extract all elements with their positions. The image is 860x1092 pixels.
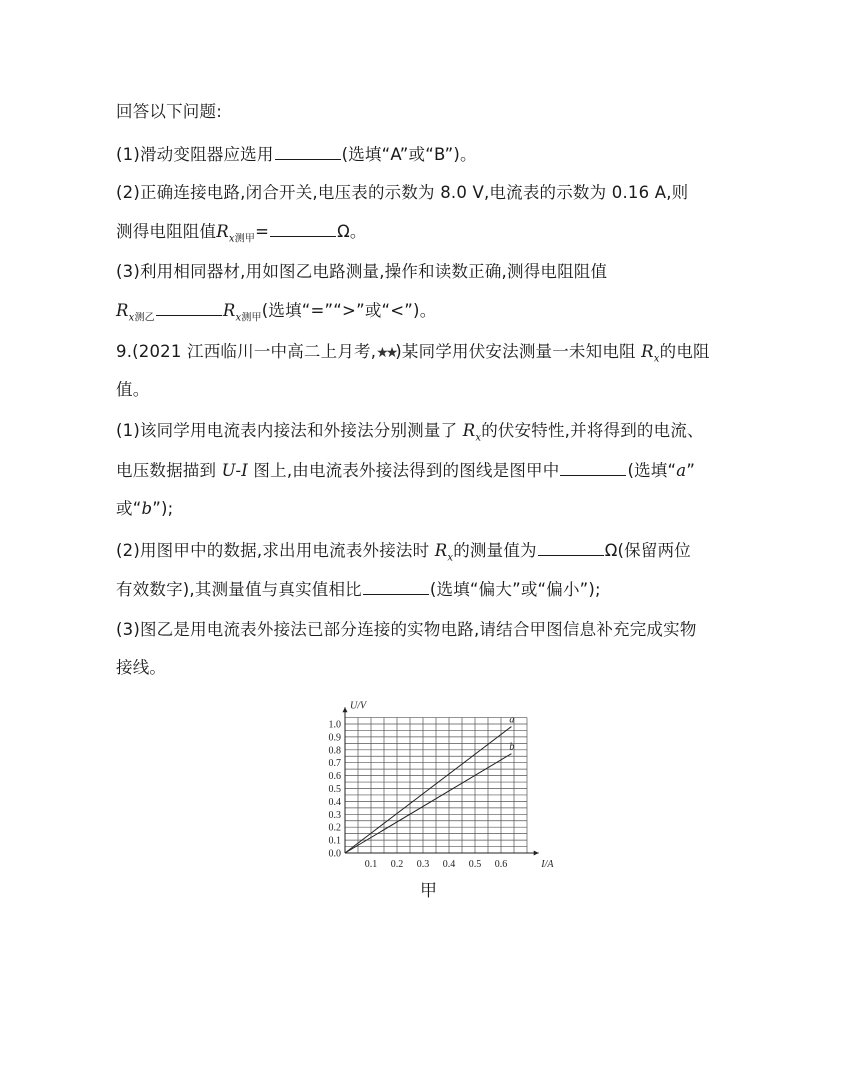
question-9-cont <box>116 380 149 400</box>
y-tick-label: 0.8 <box>328 745 341 757</box>
question-9-3-cont <box>116 658 166 678</box>
answer-blank <box>363 579 429 595</box>
question-9-header <box>116 342 710 369</box>
q9-1-quote: ” <box>686 461 696 480</box>
ui-symbol: U-I <box>221 461 248 480</box>
q9-text-end: 的电阻 <box>659 342 710 361</box>
equals-sign: = <box>255 222 270 241</box>
subscript-x: x <box>228 233 235 245</box>
x-tick-label: 0.3 <box>416 859 430 870</box>
difficulty-stars-icon: ★★ <box>376 345 396 361</box>
answer-blank <box>270 221 336 237</box>
subscript-text: 测甲 <box>241 312 262 324</box>
q9-2-text-mid: 的测量值为 <box>453 541 537 560</box>
resistance-symbol: R <box>216 222 229 241</box>
series-line-b <box>345 754 511 853</box>
y-tick-label: 1.0 <box>328 719 341 731</box>
subscript-text: 测甲 <box>234 233 256 245</box>
subscript-x: x <box>235 312 242 324</box>
q9-1-text-mid: 图上,由电流表外接法得到的图线是图甲中 <box>247 461 560 480</box>
x-tick-label: 0.4 <box>442 859 456 870</box>
intro-text: 回答以下问题: <box>116 102 222 121</box>
subscript-x: x <box>475 432 482 444</box>
resistance-symbol: R <box>641 342 654 361</box>
subscript-x: x <box>128 312 135 324</box>
x-tick-label: 0.6 <box>494 859 508 870</box>
question-2-cont <box>116 221 367 249</box>
origin-label: 0.0 <box>328 848 341 860</box>
question-9-1 <box>116 421 704 448</box>
unit-text: Ω。 <box>337 222 367 241</box>
y-tick-label: 0.5 <box>328 784 341 795</box>
q2-text: (2)正确连接电路,闭合开关,电压表的示数为 8.0 V,电流表的示数为 0.16 A,则 <box>116 183 689 202</box>
question-9-1-end <box>116 499 173 519</box>
answer-blank <box>538 540 604 556</box>
question-intro <box>116 102 222 122</box>
question-1 <box>116 144 477 165</box>
y-axis-arrow-icon <box>343 707 348 712</box>
q9-text-cont: 值。 <box>116 380 150 399</box>
series-line-a <box>345 727 511 853</box>
option-a: a <box>676 461 687 480</box>
y-tick-label: 0.6 <box>328 771 341 783</box>
x-axis-label: I/A <box>541 859 554 870</box>
q9-1-text-cont: 电压数据描到 <box>116 461 222 480</box>
q9-1-text: (1)该同学用电流表内接法和外接法分别测量了 <box>116 421 463 440</box>
q3-text: (3)利用相同器材,用如图乙电路测量,操作和读数正确,测得电阻阻值 <box>116 262 608 281</box>
q2-text-cont: 测得电阻阻值 <box>116 222 217 241</box>
y-tick-label: 0.1 <box>328 835 341 847</box>
resistance-symbol: R <box>116 301 129 320</box>
q9-1-option-open: (选填“ <box>627 461 677 480</box>
q9-3-text: (3)图乙是用电流表外接法已部分连接的实物电路,请结合甲图信息补充完成实物 <box>116 620 697 639</box>
question-9-3 <box>116 620 697 640</box>
question-2 <box>116 183 688 203</box>
question-9-2-cont <box>116 579 601 600</box>
ui-graph-chart <box>318 698 554 870</box>
option-b: b <box>141 499 153 518</box>
x-axis-arrow-icon <box>534 851 539 856</box>
question-9-2 <box>116 540 691 568</box>
resistance-symbol: R <box>462 421 476 440</box>
y-tick-label: 0.9 <box>328 732 341 744</box>
q9-1-option-close: ”); <box>152 499 174 518</box>
x-tick-label: 0.5 <box>468 859 482 870</box>
subscript-text: 测乙 <box>134 312 155 324</box>
y-tick-label: 0.7 <box>328 758 341 770</box>
q9-1-text-end: 的伏安特性,并将得到的电流、 <box>481 421 704 440</box>
answer-blank <box>275 144 341 160</box>
q9-2-text-cont: 有效数字),其测量值与真实值相比 <box>116 580 362 599</box>
q9-source-text: 9.(2021 江西临川一中高二上月考, <box>116 342 377 361</box>
y-tick-label: 0.4 <box>328 796 341 808</box>
series-label-b: b <box>509 741 515 753</box>
y-tick-label: 0.2 <box>328 822 341 834</box>
question-3 <box>116 262 607 282</box>
question-9-1-cont <box>116 460 695 481</box>
question-3-cont <box>116 300 436 328</box>
y-tick-label: 0.3 <box>328 809 341 821</box>
resistance-symbol: R <box>434 541 448 560</box>
q1-text: (1)滑动变阻器应选用 <box>116 145 274 164</box>
q9-2-text: (2)用图甲中的数据,求出用电流表外接法时 <box>116 541 435 560</box>
q9-3-text-cont: 接线。 <box>116 658 167 677</box>
q9-1-option-or: 或“ <box>116 499 142 518</box>
q1-option-text: (选填“A”或“B”)。 <box>341 145 477 164</box>
series-label-a: a <box>509 714 515 726</box>
answer-blank <box>560 460 626 476</box>
x-tick-label: 0.1 <box>364 859 378 870</box>
y-axis-label: U/V <box>350 700 367 712</box>
subscript-x: x <box>447 552 454 564</box>
q3-option-text: (选填“=”“>”或“<”)。 <box>261 301 437 320</box>
figure-caption: 甲 <box>420 881 437 901</box>
answer-blank <box>156 300 222 316</box>
q9-text: )某同学用伏安法测量一未知电阻 <box>395 342 642 361</box>
x-tick-label: 0.2 <box>390 859 404 870</box>
q9-2-option-text: (选填“偏大”或“偏小”); <box>429 580 601 599</box>
q9-2-text-end: Ω(保留两位 <box>604 541 691 560</box>
resistance-symbol: R <box>222 301 236 320</box>
subscript-x: x <box>653 353 660 365</box>
